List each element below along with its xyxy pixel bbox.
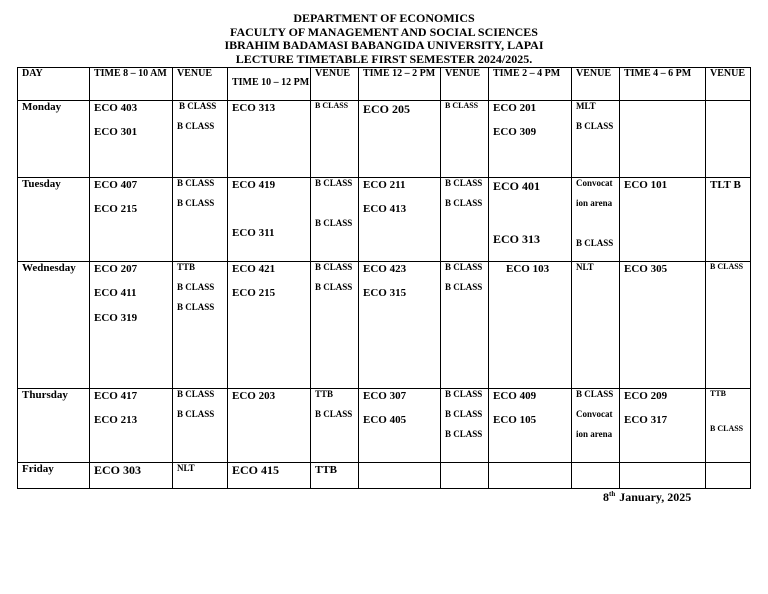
course-code: ECO 313 <box>493 232 541 246</box>
venue-12-2 <box>441 178 489 262</box>
venue: B CLASS <box>177 389 215 399</box>
venue: B CLASS <box>315 101 349 110</box>
row-friday <box>18 463 751 489</box>
venue: NLT <box>576 262 594 272</box>
course-code: ECO 315 <box>363 287 407 299</box>
day-cell: Friday <box>18 463 90 489</box>
venue-2-4 <box>572 463 620 489</box>
department-title: DEPARTMENT OF ECONOMICS <box>293 11 475 25</box>
venue: NLT <box>177 463 195 473</box>
col-header-venue: VENUE <box>572 68 620 101</box>
venue-4-6 <box>706 463 751 489</box>
venue: TTB <box>177 262 196 272</box>
venue: TLT B <box>710 179 741 191</box>
venue-2-4 <box>572 389 620 463</box>
venue-8-10 <box>173 463 228 489</box>
col-header-day: DAY <box>18 68 90 101</box>
course-code: ECO 207 <box>94 263 138 275</box>
venue: B CLASS <box>177 198 215 208</box>
course-code: ECO 411 <box>94 287 137 299</box>
venue: ion arena <box>576 429 613 439</box>
course-code: ECO 311 <box>232 227 275 239</box>
slot-2-4 <box>489 389 572 463</box>
course-code: ECO 407 <box>94 179 138 191</box>
university-title: IBRAHIM BADAMASI BABANGIDA UNIVERSITY, LAPAI <box>224 38 544 52</box>
venue-10-12 <box>311 178 359 262</box>
slot-4-6 <box>620 262 706 389</box>
course-code: ECO 213 <box>94 414 138 426</box>
day-cell: Wednesday <box>18 262 90 389</box>
venue: TTB <box>710 389 727 398</box>
venue-12-2 <box>441 262 489 389</box>
course-code: ECO 409 <box>493 390 537 402</box>
venue: B CLASS <box>710 262 744 271</box>
date-rest: January, 2025 <box>616 490 692 504</box>
venue: Convocat <box>576 409 613 419</box>
venue: B CLASS <box>576 238 614 248</box>
venue: ion arena <box>576 198 613 208</box>
row-wednesday <box>18 262 751 389</box>
course-code: ECO 401 <box>493 179 541 193</box>
course-code: ECO 319 <box>94 312 138 324</box>
slot-8-10 <box>90 463 173 489</box>
course-code: ECO 209 <box>624 390 668 402</box>
course-code: ECO 301 <box>94 126 138 138</box>
venue: B CLASS <box>445 389 483 399</box>
day-cell: Monday <box>18 101 90 178</box>
slot-4-6 <box>620 178 706 262</box>
date-day: 8 <box>603 490 609 504</box>
venue: B CLASS <box>177 178 215 188</box>
course-code: ECO 417 <box>94 390 138 402</box>
course-code: ECO 415 <box>232 463 280 477</box>
venue-8-10 <box>173 178 228 262</box>
course-code: ECO 305 <box>624 263 668 275</box>
venue: B CLASS <box>315 178 353 188</box>
venue: B CLASS <box>445 262 483 272</box>
venue: B CLASS <box>177 121 215 131</box>
col-header-venue: VENUE <box>706 68 751 101</box>
col-header-time-4-6: TIME 4 – 6 PM <box>620 68 706 101</box>
venue: B CLASS <box>177 409 215 419</box>
venue-10-12 <box>311 463 359 489</box>
col-header-venue: VENUE <box>311 68 359 101</box>
venue-4-6 <box>706 389 751 463</box>
venue: B CLASS <box>445 429 483 439</box>
venue: B CLASS <box>177 282 215 292</box>
col-header-venue: VENUE <box>441 68 489 101</box>
slot-10-12 <box>228 463 311 489</box>
slot-12-2 <box>359 389 441 463</box>
course-code: ECO 205 <box>363 102 411 116</box>
slot-4-6 <box>620 389 706 463</box>
course-code: ECO 211 <box>363 179 406 191</box>
slot-8-10 <box>90 178 173 262</box>
slot-10-12 <box>228 262 311 389</box>
venue: TTB <box>315 464 338 476</box>
day-cell: Thursday <box>18 389 90 463</box>
slot-2-4 <box>489 101 572 178</box>
col-header-time-8-10: TIME 8 – 10 AM <box>90 68 173 101</box>
course-code: ECO 309 <box>493 126 537 138</box>
course-code: ECO 101 <box>624 179 668 191</box>
venue: B CLASS <box>177 302 215 312</box>
venue: B CLASS <box>445 282 483 292</box>
course-code: ECO 317 <box>624 414 668 426</box>
slot-8-10 <box>90 101 173 178</box>
venue: B CLASS <box>576 121 614 131</box>
course-code: ECO 313 <box>232 102 276 114</box>
header-row <box>18 68 751 101</box>
course-code: ECO 303 <box>94 463 142 477</box>
venue-10-12 <box>311 262 359 389</box>
venue-8-10 <box>173 101 228 178</box>
faculty-title: FACULTY OF MANAGEMENT AND SOCIAL SCIENCES <box>230 24 538 39</box>
venue-4-6 <box>706 178 751 262</box>
course-code: ECO 419 <box>232 179 276 191</box>
course-code: ECO 403 <box>94 102 138 114</box>
venue-2-4 <box>572 262 620 389</box>
course-code: ECO 413 <box>363 203 407 215</box>
slot-2-4 <box>489 178 572 262</box>
slot-8-10 <box>90 389 173 463</box>
venue: B CLASS <box>576 389 614 399</box>
course-code: ECO 423 <box>363 263 407 275</box>
slot-12-2 <box>359 262 441 389</box>
slot-10-12 <box>228 101 311 178</box>
slot-4-6 <box>620 101 706 178</box>
timetable-date <box>603 490 691 505</box>
timetable-header <box>0 12 768 66</box>
row-tuesday <box>18 178 751 262</box>
venue-8-10 <box>173 262 228 389</box>
venue-2-4 <box>572 101 620 178</box>
venue: B CLASS <box>315 409 353 419</box>
date-ordinal: th <box>609 490 616 498</box>
venue: B CLASS <box>315 262 353 272</box>
venue: B CLASS <box>445 409 483 419</box>
slot-12-2 <box>359 463 441 489</box>
venue: MLT <box>576 101 596 111</box>
slot-8-10 <box>90 262 173 389</box>
venue: B CLASS <box>445 198 483 208</box>
venue-10-12 <box>311 389 359 463</box>
course-code: ECO 103 <box>506 263 550 275</box>
lecture-timetable <box>17 67 751 489</box>
col-header-time-2-4: TIME 2 – 4 PM <box>489 68 572 101</box>
course-code: ECO 405 <box>363 414 407 426</box>
venue-4-6 <box>706 101 751 178</box>
venue: Convocat <box>576 178 613 188</box>
venue-4-6 <box>706 262 751 389</box>
venue: B CLASS <box>710 424 744 433</box>
venue: B CLASS <box>315 218 353 228</box>
slot-10-12 <box>228 178 311 262</box>
venue-12-2 <box>441 463 489 489</box>
venue: B CLASS <box>445 101 479 110</box>
venue-12-2 <box>441 389 489 463</box>
slot-4-6 <box>620 463 706 489</box>
day-cell: Tuesday <box>18 178 90 262</box>
venue: TTB <box>315 389 334 399</box>
course-code: ECO 203 <box>232 390 276 402</box>
course-code: ECO 307 <box>363 390 407 402</box>
venue-10-12 <box>311 101 359 178</box>
course-code: ECO 105 <box>493 414 537 426</box>
row-thursday <box>18 389 751 463</box>
course-code: ECO 215 <box>94 203 138 215</box>
venue-2-4 <box>572 178 620 262</box>
col-header-time-12-2: TIME 12 – 2 PM <box>359 68 441 101</box>
slot-12-2 <box>359 101 441 178</box>
row-monday <box>18 101 751 178</box>
slot-10-12 <box>228 389 311 463</box>
col-header-venue: VENUE <box>173 68 228 101</box>
venue: B CLASS <box>445 178 483 188</box>
venue: B CLASS <box>315 282 353 292</box>
venue-12-2 <box>441 101 489 178</box>
course-code: ECO 215 <box>232 287 276 299</box>
course-code: ECO 421 <box>232 263 276 275</box>
slot-2-4 <box>489 463 572 489</box>
venue-8-10 <box>173 389 228 463</box>
course-code: ECO 201 <box>493 102 537 114</box>
venue: B CLASS <box>179 101 217 111</box>
slot-2-4 <box>489 262 572 389</box>
timetable-title: LECTURE TIMETABLE FIRST SEMESTER 2024/2025. <box>235 51 533 66</box>
col-header-time-10-12: TIME 10 – 12 PM <box>228 68 311 101</box>
slot-12-2 <box>359 178 441 262</box>
